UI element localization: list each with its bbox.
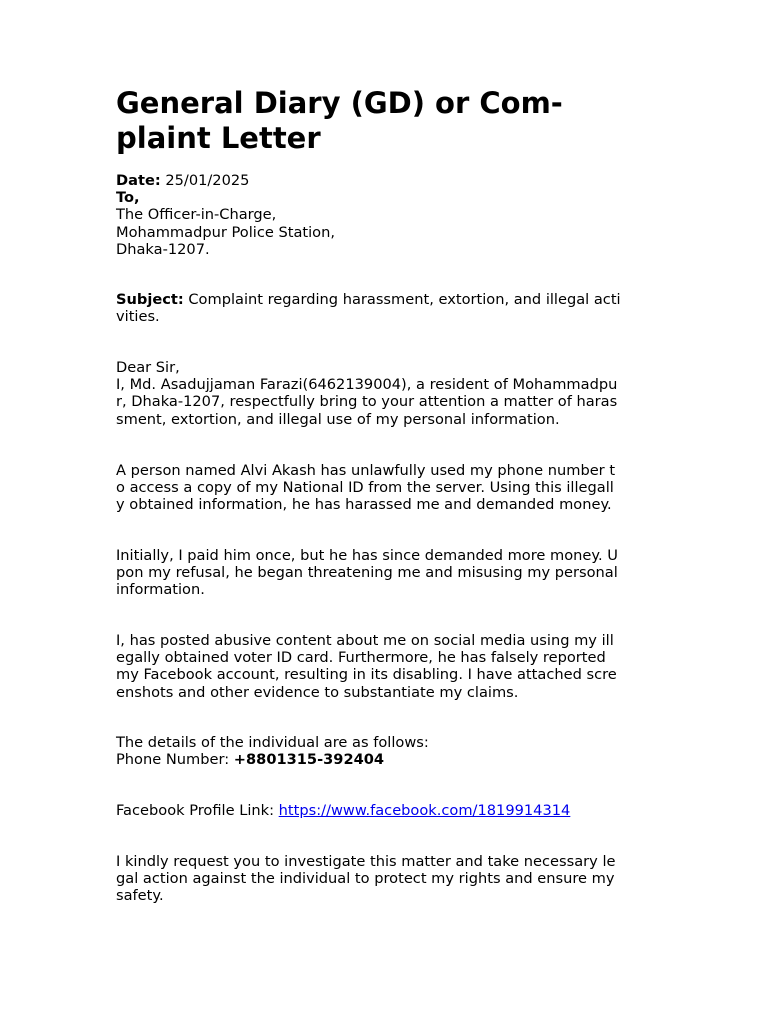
paragraph-line: my Facebook account, resulting in its disabling. I have attached scre [116,666,617,684]
paragraph-line: information. [116,581,205,599]
title-line-1: General Diary (GD) or Com- [116,86,563,120]
facebook-line [116,802,676,819]
subject-label: Subject: [116,291,184,308]
paragraph-line: I, has posted abusive content about me on social media using my ill [116,632,614,649]
salutation: Dear Sir, [116,359,180,376]
to-label: To, [116,189,140,207]
subject-line-2: vities. [116,308,160,326]
phone-label: Phone Number: [116,751,234,769]
phone-line [116,751,676,768]
paragraph-line: y obtained information, he has harassed me and demanded money. [116,496,612,514]
details-intro: The details of the individual are as follows: [116,734,429,751]
paragraph-2 [116,462,676,514]
paragraph-line: gal action against the individual to protect my rights and ensure my [116,870,615,888]
closing-paragraph [116,853,676,905]
facebook-profile-link[interactable]: https://www.facebook.com/1819914314 [278,802,571,819]
recipient-line-2: Mohammadpur Police Station, [116,223,335,241]
paragraph-line: enshots and other evidence to substantiate my claims. [116,683,519,701]
paragraph-line: I kindly request you to investigate this matter and take necessary le [116,853,616,870]
paragraph-line: safety. [116,887,164,905]
date-line [116,172,676,189]
paragraph-line: egally obtained voter ID card. Furthermore, he has falsely reported [116,649,606,667]
subject-line-1 [116,291,676,308]
paragraph-line: Initially, I paid him once, but he has since demanded more money. U [116,547,618,564]
title-line-2: plaint Letter [116,121,321,155]
recipient-line-1: The Officer-in-Charge, [116,206,277,224]
paragraph-line: A person named Alvi Akash has unlawfully used my phone number t [116,462,616,479]
subject-text: Complaint regarding harassment, extortion, and illegal acti [183,291,621,308]
paragraph-3 [116,547,676,599]
paragraph-line: r, Dhaka-1207, respectfully bring to your attention a matter of haras [116,393,618,411]
facebook-block [116,802,676,819]
date-value: 25/01/2025 [160,172,250,189]
intro-paragraph [116,359,676,428]
paragraph-line: sment, extortion, and illegal use of my personal information. [116,410,560,428]
facebook-label: Facebook Profile Link: [116,802,279,819]
phone-number: +8801315-392404 [233,751,385,769]
recipient-line-3: Dhaka-1207. [116,240,210,258]
paragraph-4 [116,632,676,701]
paragraph-line: o access a copy of my National ID from the server. Using this illegall [116,479,614,497]
details-block [116,734,676,768]
date-label: Date: [116,172,161,189]
page-title [116,86,676,156]
paragraph-line: pon my refusal, he began threatening me and misusing my personal [116,564,618,582]
subject-block [116,291,676,325]
paragraph-line: I, Md. Asadujjaman Farazi(6462139004), a resident of Mohammadpu [116,376,618,394]
letter-header [116,172,676,258]
